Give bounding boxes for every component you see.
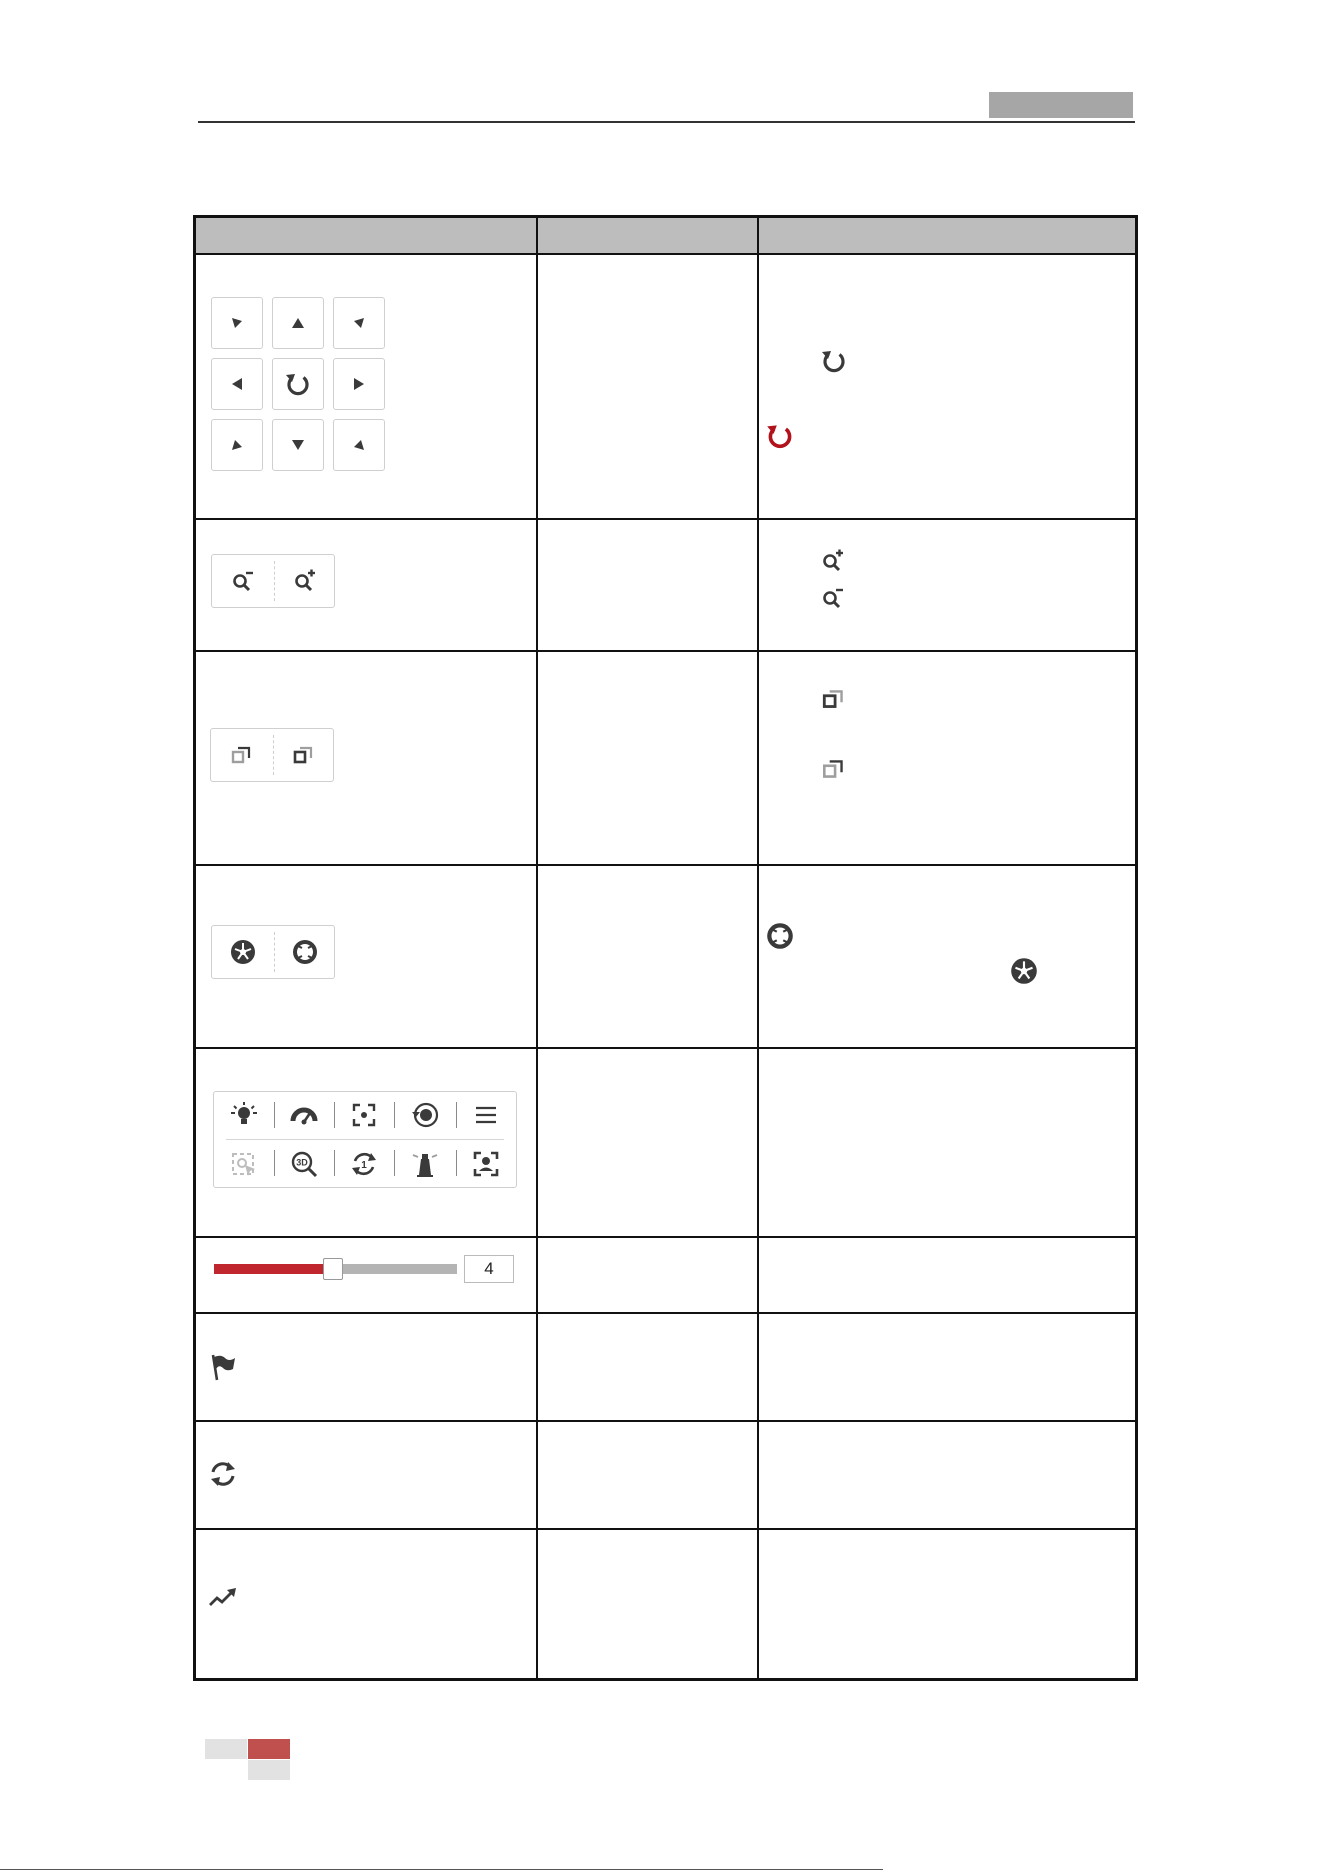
- row-divider: [196, 1312, 1135, 1314]
- iris-open-button[interactable]: [274, 926, 336, 978]
- row-divider: [196, 1528, 1135, 1530]
- lens-init-button[interactable]: [334, 1092, 394, 1138]
- patrol-icon[interactable]: [208, 1459, 238, 1489]
- header-tab-block: [989, 92, 1133, 118]
- one-touch-focus-icon: [410, 1100, 440, 1130]
- zoom-out-icon: [230, 568, 256, 594]
- header-rule: [198, 121, 1135, 123]
- zoom-out-icon: [820, 585, 846, 611]
- arrow-down-left-icon: [229, 437, 245, 453]
- park-button[interactable]: [394, 1140, 456, 1188]
- pan-down-button[interactable]: [272, 419, 324, 471]
- column-divider: [536, 218, 538, 1678]
- focus-far-button[interactable]: [273, 729, 335, 781]
- slider-track: [333, 1264, 457, 1274]
- svg-text:1: 1: [361, 1160, 367, 1171]
- lens-init-icon: [349, 1100, 379, 1130]
- pan-up-left-button[interactable]: [211, 297, 263, 349]
- pan-left-button[interactable]: [211, 358, 263, 410]
- light-icon: [229, 1100, 259, 1130]
- iris-close-icon: [1008, 955, 1040, 987]
- pan-down-right-button[interactable]: [333, 419, 385, 471]
- row-divider: [196, 518, 1135, 520]
- 3d-zoom-button[interactable]: [274, 1140, 334, 1188]
- zoom-in-icon: [820, 548, 846, 574]
- row-divider: [196, 1236, 1135, 1238]
- manual-tracking-icon: [229, 1149, 259, 1179]
- slider-filled-track: [214, 1264, 333, 1274]
- zoom-control-group: [211, 554, 335, 608]
- column-divider: [757, 218, 759, 1678]
- zoom-in-button[interactable]: [274, 555, 336, 607]
- light-button[interactable]: [214, 1092, 274, 1138]
- auto-pan-active-icon: [764, 420, 796, 452]
- pan-down-left-button[interactable]: [211, 419, 263, 471]
- zoom-in-icon: [292, 568, 318, 594]
- row-divider: [196, 1047, 1135, 1049]
- row-divider: [196, 1420, 1135, 1422]
- wiper-icon: [289, 1100, 319, 1130]
- row-divider: [196, 650, 1135, 652]
- iris-open-icon: [764, 920, 796, 952]
- one-touch-focus-button[interactable]: [394, 1092, 456, 1138]
- focus-near-icon: [229, 742, 255, 768]
- bottom-rule: [0, 1869, 883, 1870]
- park-icon: [410, 1149, 440, 1179]
- iris-control-group: [211, 925, 335, 979]
- manual-tracking-button[interactable]: [214, 1140, 274, 1188]
- pan-up-button[interactable]: [272, 297, 324, 349]
- one-touch-patrol-icon: [349, 1149, 379, 1179]
- svg-text:3D: 3D: [296, 1157, 308, 1168]
- focus-near-button[interactable]: [211, 729, 273, 781]
- face-capture-button[interactable]: [456, 1140, 516, 1188]
- arrow-left-icon: [229, 376, 245, 392]
- auto-pan-icon: [819, 346, 849, 376]
- arrow-up-left-icon: [229, 315, 245, 331]
- auto-pan-icon: [283, 369, 313, 399]
- zoom-out-button[interactable]: [212, 555, 274, 607]
- footer-block-light: [205, 1739, 247, 1759]
- more-button[interactable]: [456, 1092, 516, 1138]
- slider-thumb[interactable]: [323, 1258, 343, 1280]
- pattern-icon[interactable]: [208, 1585, 238, 1611]
- arrow-up-icon: [290, 315, 306, 331]
- iris-close-button[interactable]: [212, 926, 274, 978]
- pan-right-button[interactable]: [333, 358, 385, 410]
- focus-control-group: [210, 728, 334, 782]
- focus-far-icon: [820, 685, 848, 713]
- focus-near-icon: [820, 755, 848, 783]
- arrow-down-right-icon: [351, 437, 367, 453]
- iris-close-icon: [228, 937, 258, 967]
- 3d-zoom-icon: [289, 1149, 319, 1179]
- pan-up-right-button[interactable]: [333, 297, 385, 349]
- ptz-control-table: [193, 215, 1138, 1681]
- wiper-button[interactable]: [274, 1092, 334, 1138]
- arrow-down-icon: [290, 437, 306, 453]
- more-icon: [473, 1102, 499, 1128]
- footer-block-accent: [248, 1739, 290, 1759]
- auxiliary-toolbar: [213, 1091, 517, 1188]
- footer-block-light: [248, 1760, 290, 1780]
- face-capture-icon: [471, 1149, 501, 1179]
- table-header-row: [196, 218, 1135, 255]
- arrow-up-right-icon: [351, 315, 367, 331]
- arrow-right-icon: [351, 376, 367, 392]
- one-touch-patrol-button[interactable]: [334, 1140, 394, 1188]
- row-divider: [196, 864, 1135, 866]
- auto-pan-button[interactable]: [272, 358, 324, 410]
- focus-far-icon: [291, 742, 317, 768]
- preset-flag-icon[interactable]: [208, 1352, 238, 1382]
- iris-open-icon: [290, 937, 320, 967]
- speed-value-field[interactable]: 4: [464, 1255, 514, 1283]
